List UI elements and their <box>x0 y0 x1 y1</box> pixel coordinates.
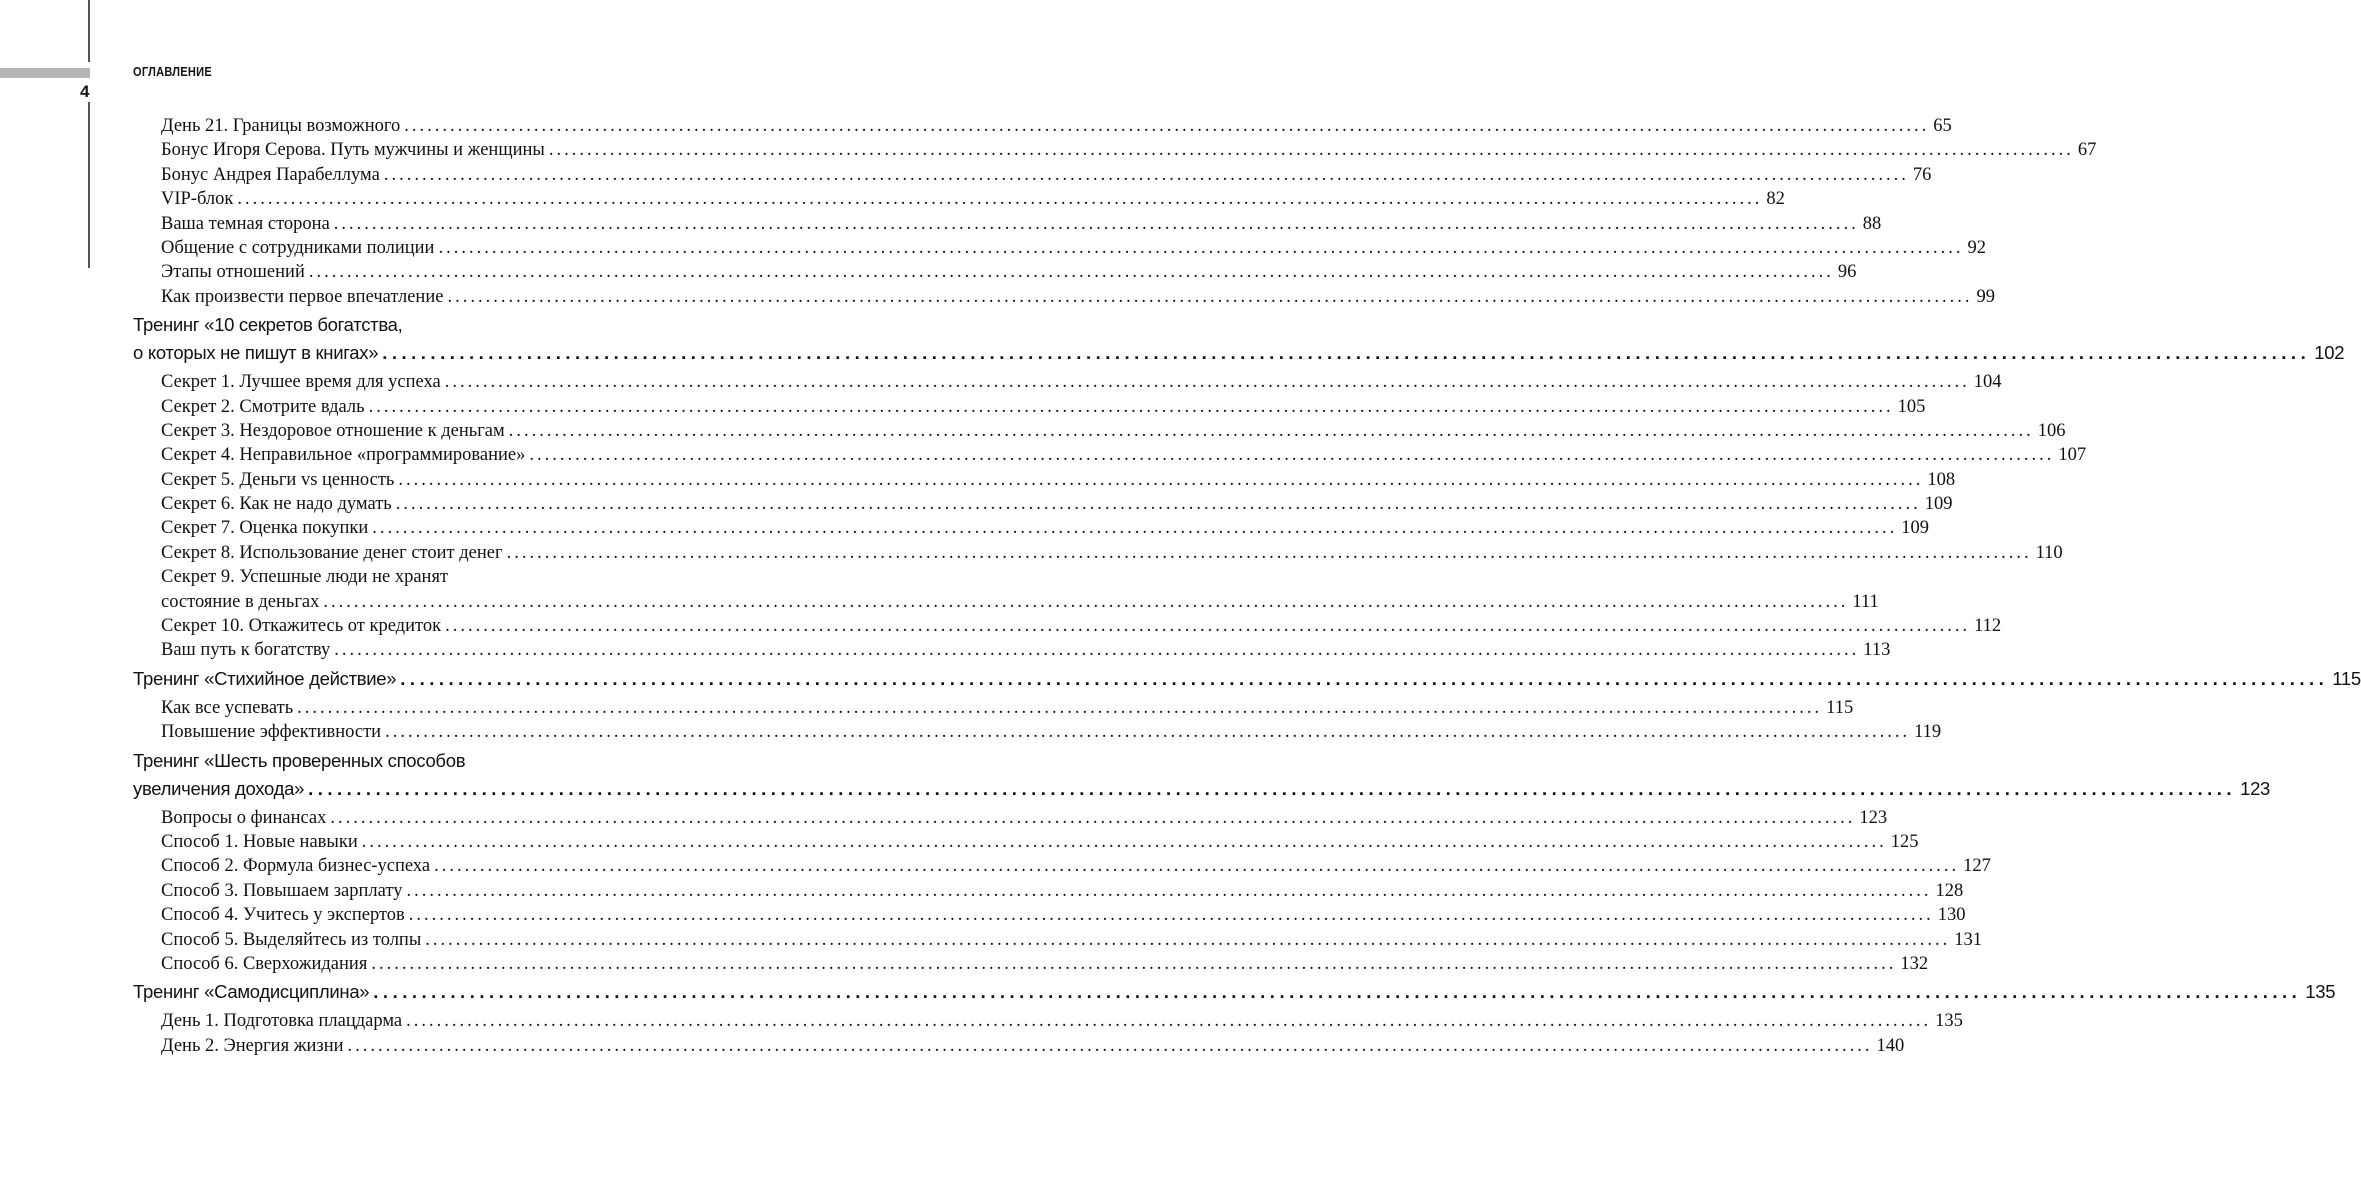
dot-leader: ........................................................................................................................................................................................................ <box>434 856 1960 877</box>
toc-entry <box>133 213 1882 238</box>
toc-section-heading <box>133 749 2271 808</box>
dot-leader: ........................................................................................................................................................................................................ <box>323 591 1849 612</box>
dot-leader: ........................................................................................................................................................................................................ <box>508 420 2034 441</box>
toc-line <box>133 314 723 342</box>
toc-entry <box>133 616 2002 640</box>
toc-line <box>133 469 1956 494</box>
toc-entry <box>133 807 1888 832</box>
dot-leader: ........................................................................................................................................................................................................ <box>237 189 1763 210</box>
toc-entry <box>133 372 2002 396</box>
toc-line <box>133 750 723 778</box>
toc-entry-title: День 1. Подготовка плацдарма <box>161 1011 403 1032</box>
toc-page-number: 115 <box>2332 667 2361 689</box>
toc-entry-title: Способ 4. Учитесь у экспертов <box>161 905 405 926</box>
toc-entry <box>133 445 2087 469</box>
toc-entry <box>133 189 1785 213</box>
toc-page-number: 131 <box>1954 929 1983 950</box>
toc-entry <box>133 237 1986 262</box>
toc-entry-title: Секрет 10. Откажитесь от кредиток <box>161 616 442 637</box>
toc-line <box>133 542 2063 567</box>
toc-line <box>133 567 723 591</box>
toc-page-number: 105 <box>1897 396 1926 417</box>
toc-entry-title: Вопросы о финансах <box>161 807 327 828</box>
toc-entry-title: Тренинг «Самодисциплина» <box>133 981 370 1003</box>
dot-leader: ........................................................................................................................................................................................................ <box>330 807 1856 828</box>
toc-entry-title: Способ 3. Повышаем зарплату <box>161 880 403 901</box>
toc-line <box>133 831 1919 856</box>
toc-page-number: 130 <box>1937 905 1966 926</box>
toc-line <box>133 213 1882 238</box>
dot-leader: ........................................................................................................................................................................................................ <box>334 640 1860 661</box>
toc-page-number: 140 <box>1876 1035 1905 1056</box>
toc-entry-title: Секрет 3. Нездоровое отношение к деньгам <box>161 420 505 441</box>
dot-leader: ........................................................................................................................................................................................................ <box>529 445 2055 466</box>
toc-page-number: 123 <box>2240 777 2271 799</box>
toc-page-number: 132 <box>1900 953 1929 974</box>
toc-page-number: 135 <box>1935 1011 1963 1032</box>
toc-entry <box>133 518 1930 542</box>
toc-line <box>133 445 2087 469</box>
toc-page-number: 76 <box>1912 164 1932 185</box>
toc-line <box>133 420 2066 445</box>
toc-line <box>133 591 1879 616</box>
toc-entry-title: День 21. Границы возможного <box>161 116 401 136</box>
toc-page-number: 107 <box>2058 445 2087 466</box>
toc-entry-title: Как произвести первое впечатление <box>161 286 444 307</box>
toc-line <box>133 697 1854 722</box>
toc-section-heading <box>133 981 2336 1011</box>
toc-page-number: 96 <box>1837 262 1857 283</box>
dot-leader: ........................................................................................................................................................................................................ <box>308 777 2237 799</box>
toc-line <box>133 616 2002 640</box>
toc-entry-title: Секрет 8. Использование денег стоит денег <box>161 542 503 563</box>
dot-leader: ........................................................................................................................................................................................................ <box>395 494 1921 515</box>
toc-page-number: 113 <box>1863 640 1891 661</box>
page-number: 4 <box>80 82 90 101</box>
toc-entry-title: Этапы отношений <box>161 262 305 283</box>
toc-page-number: 135 <box>2305 981 2336 1003</box>
dot-leader: ........................................................................................................................................................................................................ <box>406 1011 1932 1032</box>
toc-section-heading <box>133 667 2361 698</box>
toc-line <box>133 396 1926 421</box>
toc-entry-title: Бонус Игоря Серова. Путь мужчины и женщины <box>161 140 545 161</box>
toc-line <box>133 189 1785 213</box>
dot-leader: ........................................................................................................................................................................................................ <box>347 1035 1873 1056</box>
toc-line <box>133 953 1929 978</box>
dot-leader: ........................................................................................................................................................................................................ <box>408 905 1934 926</box>
toc-page-number: 108 <box>1927 469 1956 490</box>
dot-leader: ........................................................................................................................................................................................................ <box>400 667 2329 689</box>
dot-leader: ........................................................................................................................................................................................................ <box>506 542 2032 563</box>
toc-line <box>133 667 2361 696</box>
toc-line <box>133 807 1888 832</box>
dot-leader: ........................................................................................................................................................................................................ <box>372 518 1898 539</box>
toc-entry-title: Способ 1. Новые навыки <box>161 831 358 852</box>
toc-page-number: 127 <box>1963 856 1991 877</box>
toc-line <box>133 372 2002 396</box>
toc-line <box>133 880 1964 905</box>
toc-line <box>133 981 2336 1009</box>
toc-section-heading <box>133 314 2345 372</box>
toc-entry-title: Тренинг «Шесть проверенных способов <box>133 749 466 771</box>
toc-line <box>133 722 1942 746</box>
toc-page-number: 125 <box>1890 831 1919 852</box>
dot-leader: ........................................................................................................................................................................................................ <box>444 372 1970 393</box>
toc-entry-title: Тренинг «Стихийное действие» <box>133 667 397 689</box>
toc-entry-title: Тренинг «10 секретов богатства, <box>133 314 403 336</box>
dot-leader: ........................................................................................................................................................................................................ <box>368 396 1894 417</box>
toc-entry-title: Способ 5. Выделяйтесь из толпы <box>161 929 422 950</box>
dot-leader: ........................................................................................................................................................................................................ <box>361 831 1887 852</box>
dot-leader: ........................................................................................................................................................................................................ <box>371 953 1897 974</box>
toc-entry-title: Секрет 7. Оценка покупки <box>161 518 369 539</box>
toc-page-number: 104 <box>1973 372 2002 393</box>
dot-leader: ........................................................................................................................................................................................................ <box>333 213 1859 234</box>
toc-page-number: 128 <box>1935 880 1964 901</box>
dot-leader: ........................................................................................................................................................................................................ <box>445 616 1971 637</box>
dot-leader: ........................................................................................................................................................................................................ <box>308 262 1834 283</box>
toc-entry-title: Секрет 5. Деньги vs ценность <box>161 469 395 490</box>
dot-leader: ........................................................................................................................................................................................................ <box>404 116 1930 136</box>
dot-leader: ........................................................................................................................................................................................................ <box>373 981 2302 1003</box>
toc-line <box>133 116 1952 140</box>
toc-entry-title: о которых не пишут в книгах» <box>133 342 379 364</box>
toc-entry-title: Секрет 6. Как не надо думать <box>161 494 392 515</box>
toc-entry <box>133 164 1932 189</box>
toc-entry <box>133 831 1919 856</box>
toc-entry-title: Секрет 4. Неправильное «программирование» <box>161 445 526 466</box>
toc-entry <box>133 697 1854 722</box>
toc-page-number: 111 <box>1852 591 1879 612</box>
toc-entry <box>133 396 1926 421</box>
toc-entry-title: увеличения дохода» <box>133 777 305 799</box>
dot-leader: ........................................................................................................................................................................................................ <box>425 929 1951 950</box>
toc-entry-title: Повышение эффективности <box>161 722 382 743</box>
toc-page-number: 99 <box>1976 286 1995 307</box>
toc-entry-title: Секрет 9. Успешные люди не хранят <box>161 567 449 588</box>
toc-entry <box>133 880 1964 905</box>
toc-entry-title: состояние в деньгах <box>161 591 320 612</box>
toc-entry-title: Способ 2. Формула бизнес-успеха <box>161 856 431 877</box>
toc-line <box>133 929 1983 954</box>
dot-leader: ........................................................................................................................................................................................................ <box>438 237 1964 258</box>
toc-line <box>133 1011 1963 1035</box>
dot-leader: ........................................................................................................................................................................................................ <box>297 697 1823 718</box>
toc-page-number: 109 <box>1901 518 1930 539</box>
toc-page-number: 82 <box>1766 189 1785 210</box>
toc-line <box>133 640 1891 664</box>
toc-page-number: 110 <box>2035 542 2063 563</box>
toc-entry <box>133 1011 1963 1035</box>
toc-entry-title: День 2. Энергия жизни <box>161 1035 344 1056</box>
toc-entry <box>133 494 1953 518</box>
toc-entry <box>133 116 1952 140</box>
toc-entry <box>133 469 1956 494</box>
toc-entry <box>133 420 2066 445</box>
toc-page-number: 112 <box>1974 616 2002 637</box>
toc-entry <box>133 286 1995 311</box>
toc-entry-title: Способ 6. Сверхожидания <box>161 953 368 974</box>
toc-line <box>133 237 1986 262</box>
dot-leader: ........................................................................................................................................................................................................ <box>385 722 1911 743</box>
running-title: ОГЛАВЛЕНИЕ <box>133 64 212 79</box>
toc-entry-title: Ваш путь к богатству <box>161 640 331 661</box>
toc-page-number: 102 <box>2314 342 2345 364</box>
toc-entry <box>133 929 1983 954</box>
toc-line <box>133 342 2345 370</box>
toc-entry <box>133 640 1891 664</box>
dot-leader: ........................................................................................................................................................................................................ <box>398 469 1924 490</box>
toc-line <box>133 140 2097 164</box>
toc-entry <box>133 140 2097 164</box>
toc-line <box>133 856 1991 880</box>
toc-line <box>133 164 1932 189</box>
dot-leader: ........................................................................................................................................................................................................ <box>447 286 1973 307</box>
toc-entry <box>133 542 2063 567</box>
toc-page-number: 115 <box>1826 697 1854 718</box>
dot-leader: ........................................................................................................................................................................................................ <box>406 880 1932 901</box>
toc-entry <box>133 567 1879 616</box>
toc-entry-title: VIP-блок <box>161 189 234 210</box>
dot-leader: ........................................................................................................................................................................................................ <box>382 342 2311 364</box>
toc-entry <box>133 262 1857 286</box>
toc-line <box>133 262 1857 286</box>
toc-entry-title: Бонус Андрея Парабеллума <box>161 164 380 185</box>
margin-rule-bottom <box>88 102 90 268</box>
toc-page-number: 92 <box>1967 237 1986 258</box>
table-of-contents <box>133 116 2361 1060</box>
toc-page-number: 106 <box>2037 420 2066 441</box>
toc-entry <box>133 856 1991 880</box>
toc-line <box>133 905 1966 929</box>
toc-page-number: 109 <box>1924 494 1953 515</box>
toc-page-number: 88 <box>1862 213 1882 234</box>
dot-leader: ........................................................................................................................................................................................................ <box>548 140 2074 161</box>
toc-entry <box>133 1035 1905 1060</box>
toc-entry-title: Секрет 2. Смотрите вдаль <box>161 396 365 417</box>
toc-line <box>133 518 1930 542</box>
toc-page-number: 123 <box>1859 807 1888 828</box>
toc-line <box>133 286 1995 311</box>
toc-page-number: 119 <box>1914 722 1942 743</box>
toc-page-number: 65 <box>1933 116 1952 136</box>
toc-line <box>133 777 2271 806</box>
toc-entry <box>133 722 1942 746</box>
margin-rule-top <box>88 0 90 62</box>
page-tab-bar <box>0 68 90 78</box>
toc-entry <box>133 905 1966 929</box>
dot-leader: ........................................................................................................................................................................................................ <box>383 164 1909 185</box>
toc-entry-title: Секрет 1. Лучшее время для успеха <box>161 372 441 393</box>
toc-line <box>133 494 1953 518</box>
toc-entry-title: Ваша темная сторона <box>161 213 330 234</box>
toc-line <box>133 1035 1905 1060</box>
toc-page-number: 67 <box>2077 140 2097 161</box>
toc-entry-title: Как все успевать <box>161 697 294 718</box>
toc-entry-title: Общение с сотрудниками полиции <box>161 237 435 258</box>
toc-entry <box>133 953 1929 978</box>
